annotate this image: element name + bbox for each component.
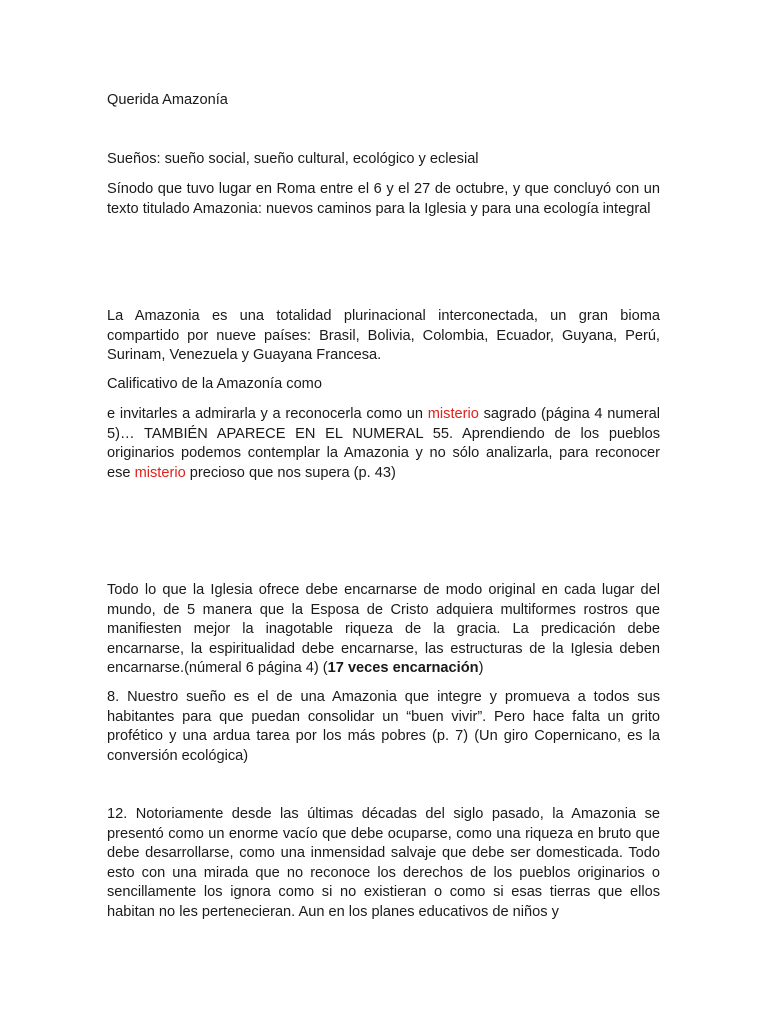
document-title: Querida Amazonía [107,92,228,108]
mystery-highlight-2: misterio [134,464,186,481]
incarnation-bold: 17 veces encarnación [327,660,479,676]
mystery-paragraph [107,405,660,483]
incarnation-close: ) [478,660,484,676]
incarnation-text: Todo lo que la Iglesia ofrece debe encarnarse de modo original en cada lugar del mundo, de 5 manera que la Esposa de Cristo adquiera multiformes rostros que manifiesten mejor la inagotable riqueza de la gracia. La predicación debe encarnarse, la espiritualidad debe encarnarse, las estructuras de la Iglesia deben encarnarse.(númeral 6 página 4) ( [107,582,660,676]
mystery-highlight-1: misterio [427,406,479,422]
synod-paragraph: Sínodo que tuvo lugar en Roma entre el 6 y el 27 de octubre, y que concluyó con un texto titulado Amazonia: nuevos caminos para la Iglesia y para una ecología integral [107,181,660,217]
point-12-paragraph: 12. Notoriamente desde las últimas décadas del siglo pasado, la Amazonia se presentó como un enorme vacío que debe ocuparse, como una riqueza en bruto que debe desarrollarse, como una inmensidad salvaje que debe ser domesticada. Todo esto con una mirada que no reconoce los derechos de los pueblos originarios o sencillamente los ignora como si no existieran o como si esas tierras que ellos habitan no les pertenecieran. Aun en los planes educativos de niños y [107,806,660,920]
dream-8-paragraph: 8. Nuestro sueño es el de una Amazonia que integre y promueva a todos sus habitantes para que puedan consolidar un “buen vivir”. Pero hace falta un grito profético y una ardua tarea por los más pobres (p. 7) (Un giro Copernicano, es la conversión ecológica) [107,689,660,764]
mystery-text-part1: e invitarles a admirarla y a reconocerla como un [107,406,428,422]
mystery-text-part3: precioso que nos supera (p. 43) [185,464,396,481]
calificativo-line: Calificativo de la Amazonía como [107,376,322,392]
incarnation-paragraph [107,581,660,679]
amazonia-totality-paragraph: La Amazonia es una totalidad plurinacional interconectada, un gran bioma compartido por nueve países: Brasil, Bolivia, Colombia, Ecuador, Guyana, Perú, Surinam, Venezuela y Guayana Francesa. [107,308,660,363]
mystery-text-part2: sagrado (página 4 numeral 5)… TAMBIÉN APARECE EN EL NUMERAL 55. Aprendiendo de los pueblos originarios podemos contemplar la Amazonia y no sólo analizarla, para reconocer ese [107,406,660,481]
dreams-line: Sueños: sueño social, sueño cultural, ecológico y eclesial [107,151,479,167]
